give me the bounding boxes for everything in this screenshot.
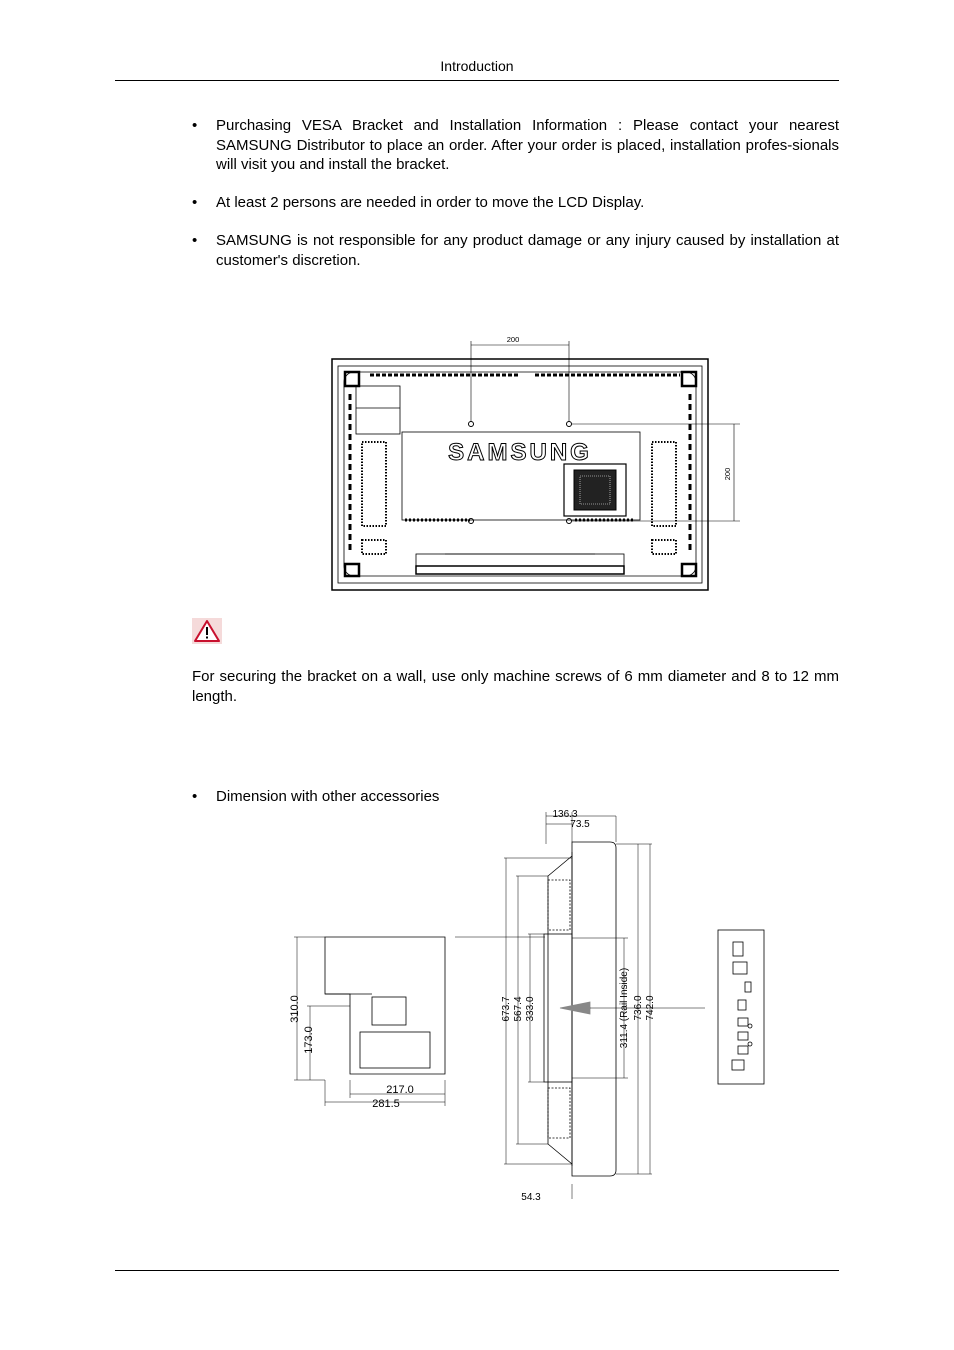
bullet-dimension: Dimension with other accessories bbox=[216, 788, 440, 805]
bullet-responsibility: SAMSUNG is not responsible for any product damage or any injury caused by installation at customer's discretion. bbox=[216, 232, 839, 269]
bullet-marker: • bbox=[192, 788, 198, 805]
side-view bbox=[544, 842, 616, 1176]
vesa-width-label: 200 bbox=[506, 335, 520, 344]
bullet-two-persons: At least 2 persons are needed in order to move the LCD Display. bbox=[216, 194, 645, 211]
samsung-logo-text: SAMSUNG bbox=[448, 439, 592, 466]
rail-inside-label: 311.4 (Rail Inside) bbox=[619, 967, 630, 1049]
side-height-333: 333.0 bbox=[525, 996, 536, 1022]
rear-view-diagram bbox=[330, 334, 742, 594]
dimension-diagram bbox=[280, 804, 780, 1204]
header-rule bbox=[115, 80, 839, 81]
bullet-marker: • bbox=[192, 117, 198, 134]
side-height-736: 736.0 bbox=[633, 995, 644, 1021]
side-depth-73: 73.5 bbox=[570, 819, 590, 830]
vesa-height-label: 200 bbox=[723, 467, 732, 481]
side-depth-54: 54.3 bbox=[521, 1192, 541, 1203]
bracket-width-217: 217.0 bbox=[386, 1084, 414, 1096]
bracket-height-173: 173.0 bbox=[303, 1026, 315, 1054]
bracket-height-310: 310.0 bbox=[289, 995, 301, 1023]
footer-rule bbox=[115, 1270, 839, 1271]
bullet-marker: • bbox=[192, 194, 198, 211]
warning-triangle-icon bbox=[192, 618, 222, 644]
bracket-view bbox=[325, 937, 445, 1074]
side-height-742: 742.0 bbox=[645, 995, 656, 1021]
page-header: Introduction bbox=[440, 58, 514, 74]
side-height-567: 567.4 bbox=[513, 996, 524, 1022]
io-panel-view bbox=[718, 930, 764, 1084]
side-depth-136: 136.3 bbox=[552, 809, 578, 820]
warning-text: For securing the bracket on a wall, use only machine screws of 6 mm diameter and 8 to 12 mm length. bbox=[192, 668, 839, 705]
bullet-vesa-info: Purchasing VESA Bracket and Installation Information : Please contact your nearest SAMSUNG Distributor to place an order. After your order is placed, installation profes-sionals will visit you and install the bracket. bbox=[216, 117, 839, 173]
bracket-width-281: 281.5 bbox=[372, 1098, 400, 1110]
side-height-673: 673.7 bbox=[501, 996, 512, 1022]
bullet-marker: • bbox=[192, 232, 198, 249]
